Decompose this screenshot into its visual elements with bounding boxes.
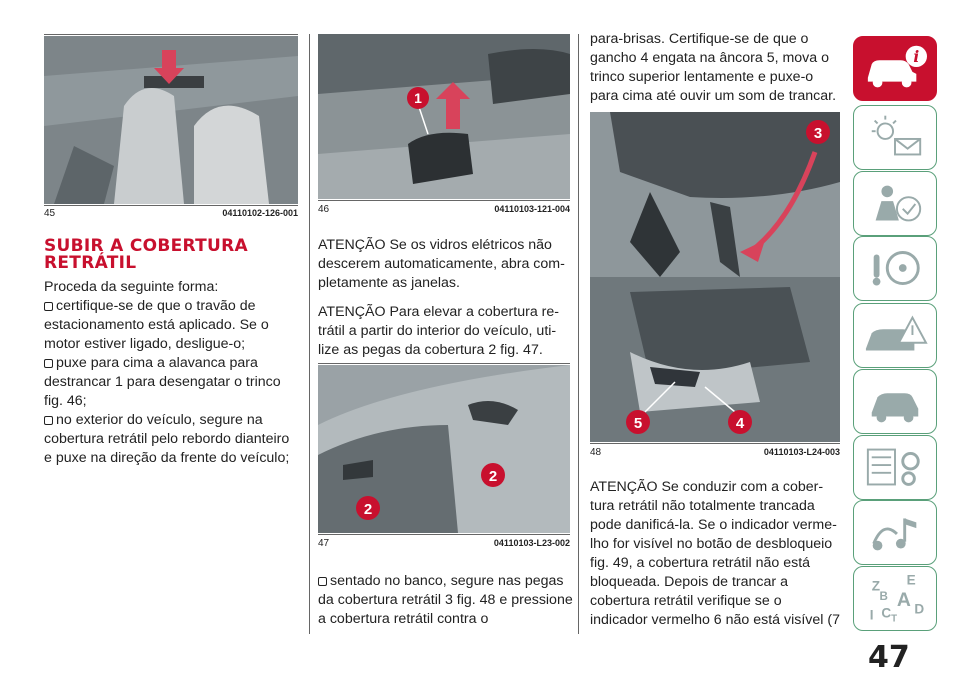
fig48-caption [590, 447, 840, 458]
col1-text [44, 278, 300, 468]
checkbox-bullet-icon [318, 577, 327, 586]
tab-car-info[interactable] [853, 36, 937, 101]
col3-text-top [590, 30, 842, 116]
tab-multimedia[interactable] [853, 500, 937, 565]
callout-4: 4 [735, 415, 745, 432]
checkbox-bullet-icon [44, 302, 53, 311]
col1-bullet-3: no exterior do veículo, segure na cobertura retrátil pelo rebordo dianteiro e puxe na direção da frente do veículo; [44, 412, 290, 466]
tab-emergency[interactable] [853, 303, 937, 368]
fig48-bottom-rule [590, 443, 840, 444]
tab-letter-e: E [906, 572, 916, 588]
fig46-caption [318, 204, 570, 215]
col3-paragraph-1: para-brisas. Certifique-se de que o gancho 4 engata na âncora 5, mova o trinco superior lentamente e puxe-o para cima até ouvir um som de trancar. [590, 31, 837, 104]
checkbox-bullet-icon [44, 359, 53, 368]
fig46-code: 04110103-121-004 [494, 204, 570, 214]
fig47-photo-roof-handles [318, 365, 570, 533]
col3-text-bottom [590, 478, 842, 640]
fig45-top-rule [44, 34, 298, 35]
fig47-top-rule [318, 363, 570, 364]
tab-maintenance[interactable] [853, 369, 937, 434]
fig47-code: 04110103-L23-002 [493, 538, 570, 548]
callout-5: 5 [633, 415, 643, 432]
column-divider-1 [309, 34, 310, 634]
fig48-photo-hook-anchor [590, 112, 840, 442]
fig48-number: 48 [590, 447, 602, 458]
col2-bullet: sentado no banco, segure nas pegas da cobertura retrátil 3 fig. 48 e pressione a cobertura retrátil contra o [318, 573, 573, 627]
column-divider-2 [578, 34, 579, 634]
col2-text-top [318, 236, 574, 370]
tab-technical-data[interactable] [853, 435, 937, 500]
tab-letter-t: T [891, 613, 898, 625]
col1-bullet-1: certifique-se de que o travão de estacionamento está aplicado. Se o motor estiver ligado, desligue-o; [44, 298, 269, 352]
tab-letter-z: Z [871, 578, 881, 594]
page-number: 47 [868, 640, 910, 675]
tab-letter-d: D [914, 601, 925, 617]
svg-text:i: i [913, 47, 920, 67]
tab-safety[interactable] [853, 171, 937, 236]
fig46-number: 46 [318, 204, 330, 215]
col3-paragraph-2: ATENÇÃO Se conduzir com a cober-tura retrátil não totalmente trancada pode danificá-la. Se o indicador verme-lho for visível no botão de desbloqueio fig. 49, a cobertura retrátil não está bloqueada. Depois de trancar a cobertura retrátil verifique se o indicador vermelho 6 não está visível (7 [590, 479, 840, 628]
fig45-code: 04110102-126-001 [222, 208, 298, 218]
col1-intro: Proceda da seguinte forma: [44, 279, 219, 295]
callout-2b: 2 [363, 501, 373, 518]
fig46-bottom-rule [318, 200, 570, 201]
fig45-photo-roof-seats [44, 36, 298, 204]
fig48-code: 04110103-L24-003 [763, 447, 840, 457]
tab-letter-c: C [881, 605, 892, 621]
col2-text-bottom [318, 572, 574, 629]
fig47-caption [318, 538, 570, 549]
col1-bullet-2: puxe para cima a alavanca para destrancar 1 para desengatar o trinco fig. 46; [44, 355, 281, 409]
tab-index[interactable] [853, 566, 937, 631]
callout-2a: 2 [488, 468, 498, 485]
col2-note-1: ATENÇÃO Se os vidros elétricos não descerem automaticamente, abra com-pletamente as janelas. [318, 237, 565, 291]
checkbox-bullet-icon [44, 416, 53, 425]
tab-lights-warning[interactable] [853, 105, 937, 170]
fig47-number: 47 [318, 538, 330, 549]
tab-letter-b: B [879, 589, 888, 603]
fig45-caption [44, 208, 298, 219]
section-heading: SUBIR A COBERTURA RETRÁTIL [44, 236, 248, 273]
tab-starting-driving[interactable] [853, 236, 937, 301]
fig45-bottom-rule [44, 205, 298, 206]
callout-3: 3 [813, 125, 823, 142]
fig45-number: 45 [44, 208, 56, 219]
tab-letter-i: I [869, 607, 874, 623]
tab-letter-a: A [896, 588, 911, 611]
col2-note-2: ATENÇÃO Para elevar a cobertura re-trátil a partir do interior do veículo, uti-lize as pegas da cobertura 2 fig. 47. [318, 304, 560, 358]
callout-1: 1 [414, 90, 422, 106]
fig47-bottom-rule [318, 534, 570, 535]
fig46-photo-unlock-lever [318, 34, 570, 199]
